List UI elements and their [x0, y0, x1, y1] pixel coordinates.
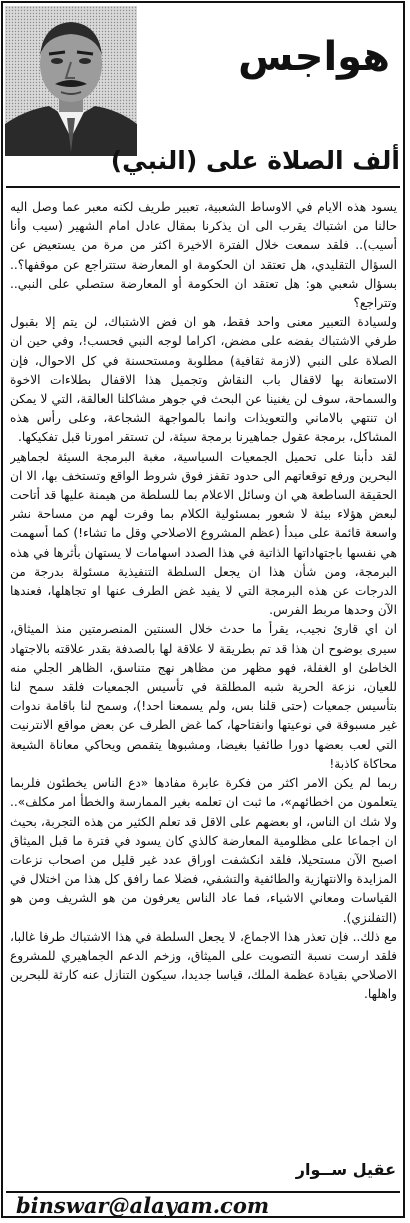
article-headline: ألف الصلاة على (النبي) [110, 146, 400, 175]
column-masthead [180, 22, 390, 92]
author-portrait-image [5, 6, 137, 156]
body-paragraph-3: لقد دأبنا على تحميل الجمعيات السياسية، مغبة البرمجة السيئة لجماهير البحرين ورفع توقعاتهم الى حدود تقفز فوق شروط الواقع وتستخف بها، الا ان الحقيقة الساطعة هي ان وسائل الاعلام بما للسلطة من هيمنة عليها قد أتاحت لبعض هؤلاء بيئة لا شعور بمسئولية الكلام بما وفرت لهم من مساحة نشر واسعة قائمة على مبدأ (عظم المشروع الاصلاحي وقل ما تشاء!) كما أسهمت هي نفسها باجتهاداتها الذاتية في هذا الصدد اسهامات لا يستهان بأثرها في هذه البرمجة، ومن شأن هذا ان يجعل السلطة التنفيذية مسئولة بدرجة من الدرجات عن هذه البرمجة التي لا يفيد غض الطرف عنها او تجاهلها، فعندها الآن وحدها مربط الفرس. [10, 449, 397, 618]
article-body [10, 198, 397, 1153]
body-paragraph-4: ان اي قارئ نجيب، يقرأ ما حدث خلال السنتين المنصرمتين منذ الميثاق، سيرى بوضوح ان هذا قد تم بطريقة لا علاقة لها بالصدفة بقدر علاقته بالاجتهاد الخاطئ او الغفلة، فهو مظهر من مظاهر نهج متناسق، الظاهر الجلي منه للعيان، نزعة الحرية شبه المطلقة في تأسيس الجمعيات فلقد سمح لنا بتأسيس جمعيات (حتى قلنا بس، ولم يسمعنا احد!)، وسمح لنا باقامة ندوات غير مسبوقة في نوعيتها وانفتاحها، كما غض الطرف عن بعض مواقع الانترنيت التي لعب بعضها دورا طائفيا بغيضا، ومشبوها يتقمص ويحاكي معاناة الشيعة محاكاة كاذبة! [10, 622, 397, 771]
body-paragraph-5: ربما لم يكن الامر اكثر من فكرة عابرة مفادها «دع الناس يخطئون فلربما يتعلمون من اخطائهم»، ما ثبت ان تعلمه بغير الممارسة والخطأ امر مكلف».. ولا شك ان الناس، او بعضهم على الاقل قد تعلم الكثير من هذه التجربة، بحيث ان اجماعا على مظلومية المعارضة كالذي كان يسود في فترة ما قبل الميثاق اصبح الآن مستحيلا، فلقد انكشفت اوراق عدد غير قليل من اصحاب نزعات المزايدة والانتهازية والطائفية والتشفي، فضلا عما رافق كل هذا من اختلال في القياسات ومعاني الاشياء، فما عاد الناس يعرفون من هو الشريف ومن هو (التفلنزي). [10, 776, 397, 925]
column-name: هواجس [238, 34, 390, 80]
body-paragraph-6: مع ذلك.. فإن تعذر هذا الاجماع، لا يجعل السلطة في هذا الاشتباك طرفا غالبا، فلقد ارست نسبة التصويت على الميثاق، وزخم الدعم الجماهيري للمشروع الاصلاحي بقيادة عظمة الملك، قياسا جديدا، سيكون التنازل عنه كارثة للبحرين واهلها. [10, 929, 397, 1002]
headline-divider [6, 186, 400, 188]
body-paragraph-1: يسود هذه الايام في الاوساط الشعبية، تعبير طريف لكنه معبر عما وصل اليه حالنا من اشتباك يقرب الى ان يذكرنا بمقال عادل امام الشهير (سيب وأنا أسيب).. فلقد سمعت خلال الفترة الاخيرة اكثر من مرة من يستعيض عن السؤال التقليدي، هل تعتقد ان الحكومة او المعارضة ستتراجع عن موقفها؟.. بسؤال شعبي هو: هل تعتقد ان الحكومة أو المعارضة ستصلي على النبي.. وتتراجع؟ [10, 200, 397, 311]
author-photo [5, 6, 137, 156]
author-email[interactable]: binswar@alayam.com [16, 1193, 270, 1218]
body-paragraph-2: ولسيادة التعبير معنى واحد فقط، هو ان فض الاشتباك، لن يتم إلا بقبول طرفي الاشتباك بفضه على مضض، اكراما لوجه النبي فحسب!، وفي حين ان الصلاة على النبي (لازمة ثقافية) مطلوبة ومستحسنة في كل الاحوال، فإن الاستعانة بها لاقفال باب النقاش وتجميل هذا الاقفال بطلاءات الاخوة والسماحة، سوف لن يغنينا عن البحث في جوهر مشاكلنا العالقة، التي لا يمكن ان تنتهي بالاماني والتعويذات وانما بالمواجهة الشجاعة، وعلى رأس هذه المشاكل، برمجة عقول جماهيرنا برمجة سيئة، لن تستقر امورنا قبل تفكيكها. [10, 315, 397, 445]
author-byline: عقيل ســوار [295, 1160, 396, 1179]
